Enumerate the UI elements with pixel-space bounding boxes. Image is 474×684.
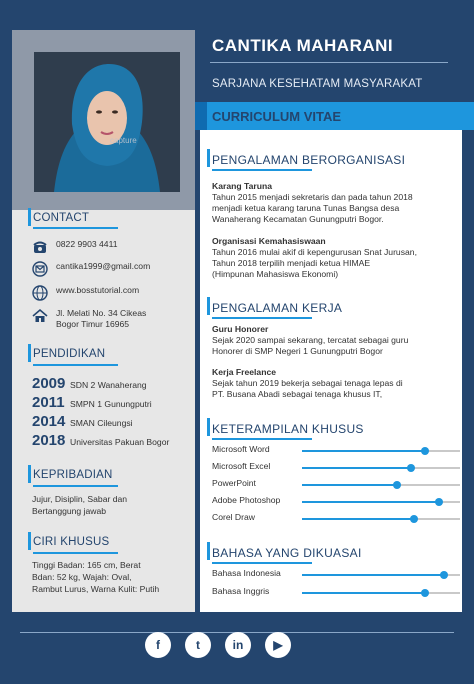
- skill-track: [302, 592, 460, 594]
- organisasi-item: [212, 181, 462, 225]
- twitter-glyph: t: [196, 638, 200, 652]
- youtube-glyph: ▶: [273, 638, 283, 652]
- ciri-line-1: Tinggi Badan: 165 cm, Berat: [32, 560, 141, 570]
- keterampilan-underline: [212, 438, 312, 440]
- skill-row: [212, 478, 462, 492]
- education-school: SMPN 1 Gunungputri: [70, 399, 152, 409]
- skill-track: [302, 574, 460, 576]
- skill-level-knob: [440, 571, 448, 579]
- skill-level-knob: [393, 481, 401, 489]
- contact-address: [32, 308, 146, 330]
- kerja-desc-line: Sejak tahun 2019 bekerja sebagai tenaga lepas di: [212, 378, 403, 388]
- bahasa-title: BAHASA YANG DIKUASAI: [212, 546, 362, 560]
- organisasi-desc-line: Tahun 2015 menjadi sekretaris dan pada tahun 2018: [212, 192, 413, 202]
- linkedin-glyph: in: [232, 638, 244, 652]
- pendidikan-title: PENDIDIKAN: [33, 348, 106, 360]
- person-name: CANTIKA MAHARANI: [212, 36, 394, 55]
- organisasi-desc-line: Tahun 2018 terpilih menjadi ketua HIMAE: [212, 258, 371, 268]
- email-text: cantika1999@gmail.com: [56, 261, 151, 271]
- education-school: Universitas Pakuan Bogor: [70, 437, 170, 447]
- kerja-underline: [212, 317, 312, 319]
- skill-level-knob: [421, 447, 429, 455]
- contact-phone: [32, 239, 118, 255]
- contact-title: CONTACT: [33, 212, 90, 224]
- kepribadian-underline: [33, 485, 118, 487]
- skill-fill: [302, 450, 425, 452]
- skill-track: [302, 450, 460, 452]
- education-item: [32, 432, 169, 449]
- kerja-item: [212, 367, 462, 400]
- skill-fill: [302, 501, 439, 503]
- organisasi-marker: [207, 149, 210, 167]
- keterampilan-marker: [207, 418, 210, 436]
- website-text: www.bosstutorial.com: [56, 285, 140, 295]
- education-year: 2018: [32, 432, 66, 449]
- skill-row: [212, 586, 462, 600]
- skill-row: [212, 512, 462, 526]
- ciri-title: CIRI KHUSUS: [33, 536, 110, 548]
- education-year: 2011: [32, 394, 65, 411]
- kerja-item: [212, 324, 462, 357]
- ciri-line-2: Bdan: 52 kg, Wajah: Oval,: [32, 572, 132, 582]
- skill-fill: [302, 574, 444, 576]
- linkedin-icon[interactable]: [225, 632, 251, 658]
- kerja-heading: Guru Honorer: [212, 324, 269, 334]
- education-item: [32, 375, 147, 392]
- kepribadian-marker: [28, 465, 31, 483]
- skill-track: [302, 467, 460, 469]
- organisasi-item: [212, 236, 462, 280]
- education-item: [32, 394, 152, 411]
- organisasi-heading: Organisasi Kemahasiswaan: [212, 236, 326, 246]
- skill-label: Adobe Photoshop: [212, 495, 281, 505]
- education-school: SMAN Cileungsi: [70, 418, 133, 428]
- skill-row: [212, 444, 462, 458]
- kerja-desc-line: PT. Busana Abadi sebagai tenaga khusus IT,: [212, 389, 383, 399]
- contact-email: [32, 261, 150, 277]
- globe-icon: [32, 285, 48, 301]
- organisasi-title: PENGALAMAN BERORGANISASI: [212, 153, 406, 167]
- skill-fill: [302, 484, 397, 486]
- facebook-icon[interactable]: [145, 632, 171, 658]
- organisasi-desc-line: Tahun 2016 mulai akif di kepengurusan Snat Jurusan,: [212, 247, 417, 257]
- bahasa-underline: [212, 562, 312, 564]
- contact-underline: [33, 227, 118, 229]
- skill-fill: [302, 592, 425, 594]
- youtube-icon[interactable]: [265, 632, 291, 658]
- ciri-marker: [28, 532, 31, 550]
- education-year: 2014: [32, 413, 66, 430]
- contact-marker: [28, 208, 31, 226]
- ciri-underline: [33, 552, 118, 554]
- profile-photo: [34, 52, 180, 192]
- name-divider: [210, 62, 448, 63]
- email-icon: [32, 261, 48, 277]
- phone-text: 0822 9903 4411: [56, 239, 118, 249]
- skill-label: Microsoft Excel: [212, 461, 271, 471]
- cv-title: CURRICULUM VITAE: [212, 109, 342, 124]
- organisasi-desc-line: Wanaherang Kecamatan Gunungputri Bogor.: [212, 214, 384, 224]
- skill-level-knob: [407, 464, 415, 472]
- skill-level-knob: [435, 498, 443, 506]
- skill-label: Bahasa Indonesia: [212, 568, 281, 578]
- photo-watermark: capture: [110, 136, 137, 145]
- kerja-desc-line: Honorer di SMP Negeri 1 Gunungputri Bogor: [212, 346, 383, 356]
- education-item: [32, 413, 133, 430]
- skill-track: [302, 518, 460, 520]
- skill-fill: [302, 467, 411, 469]
- address-line-2: Bogor Timur 16965: [56, 319, 130, 329]
- kerja-title: PENGALAMAN KERJA: [212, 301, 343, 315]
- skill-row: [212, 495, 462, 509]
- organisasi-underline: [212, 169, 312, 171]
- skill-level-knob: [410, 515, 418, 523]
- kepribadian-title: KEPRIBADIAN: [33, 469, 113, 481]
- skill-level-knob: [421, 589, 429, 597]
- education-school: SDN 2 Wanaherang: [70, 380, 147, 390]
- twitter-icon[interactable]: [185, 632, 211, 658]
- bahasa-marker: [207, 542, 210, 560]
- kerja-heading: Kerja Freelance: [212, 367, 277, 377]
- kepribadian-line-2: Bertanggung jawab: [32, 506, 107, 516]
- ciri-line-3: Rambut Lurus, Warna Kulit: Putih: [32, 584, 160, 594]
- organisasi-desc-line: menjadi ketua karang taruna Tunas Bangsa desa: [212, 203, 400, 213]
- education-year: 2009: [32, 375, 66, 392]
- skill-label: Microsoft Word: [212, 444, 270, 454]
- skill-track: [302, 501, 460, 503]
- skill-track: [302, 484, 460, 486]
- skill-row: [212, 461, 462, 475]
- skill-label: PowerPoint: [212, 478, 256, 488]
- kerja-marker: [207, 297, 210, 315]
- keterampilan-title: KETERAMPILAN KHUSUS: [212, 422, 364, 436]
- pendidikan-underline: [33, 364, 118, 366]
- home-icon: [32, 308, 48, 324]
- person-degree: SARJANA KESEHATAM MASYARAKAT: [212, 78, 423, 90]
- kepribadian-line-1: Jujur, Disiplin, Sabar dan: [32, 494, 128, 504]
- skill-label: Bahasa Inggris: [212, 586, 270, 596]
- kerja-desc-line: Sejak 2020 sampai sekarang, tercatat sebagai guru: [212, 335, 409, 345]
- organisasi-desc-line: (Himpunan Mahasiswa Ekonomi): [212, 269, 339, 279]
- phone-icon: [32, 239, 48, 255]
- address-line-1: Jl. Melati No. 34 Cikeas: [56, 308, 147, 318]
- contact-website: [32, 285, 139, 301]
- pendidikan-marker: [28, 344, 31, 362]
- skill-fill: [302, 518, 414, 520]
- skill-label: Corel Draw: [212, 512, 255, 522]
- cv-title-tab: [195, 102, 207, 130]
- facebook-glyph: f: [156, 638, 160, 652]
- organisasi-heading: Karang Taruna: [212, 181, 273, 191]
- skill-row: [212, 568, 462, 582]
